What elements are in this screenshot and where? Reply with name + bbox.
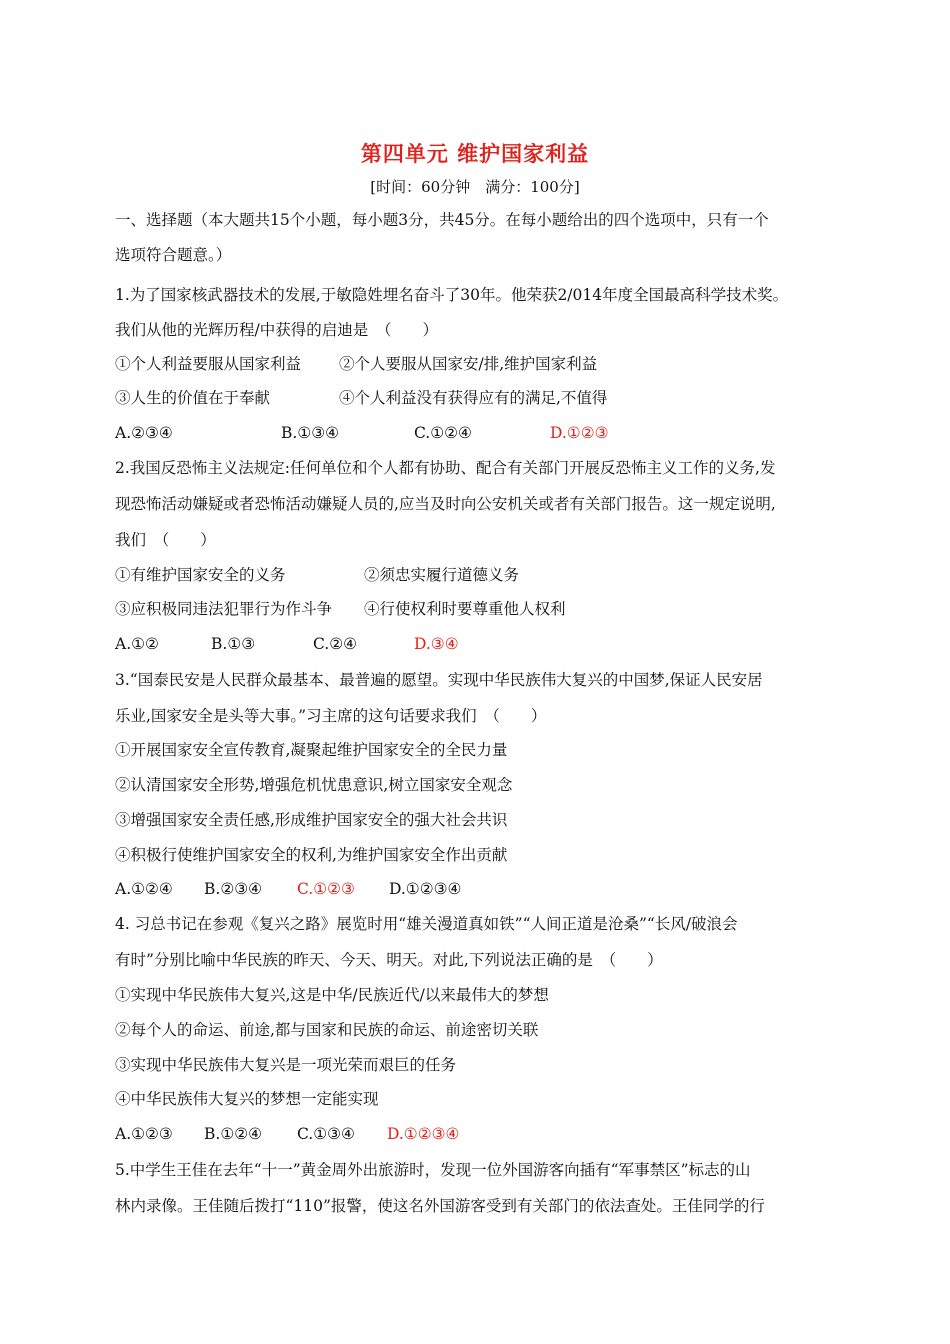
section-heading-cont: 选项符合题意。）: [115, 246, 232, 264]
q1-item-2: ②个人要服从国家安/排,维护国家利益: [339, 355, 598, 373]
q4-stem-cont: 有时”分别比喻中华民族的昨天、今天、明天。对此,下列说法正确的是 （ ）: [115, 951, 663, 969]
q3-option-a: A.①②④: [115, 880, 173, 898]
q1-items-row1: [115, 354, 597, 374]
q4-item-2: ②每个人的命运、前途,都与国家和民族的命运、前途密切关联: [115, 1021, 539, 1039]
q3-options: [115, 879, 461, 899]
q3-item-4: ④积极行使维护国家安全的权利,为维护国家安全作出贡献: [115, 846, 508, 864]
q3-stem-cont: 乐业,国家安全是头等大事。”习主席的这句话要求我们 （ ）: [115, 707, 547, 725]
q1-item-3: ③人生的价值在于奉献: [115, 389, 271, 407]
q1-option-d-answer: D.①②③: [550, 424, 609, 442]
q2-options: [115, 634, 459, 654]
section-heading: 一、选择题（本大题共15个小题，每小题3分，共45分。在每小题给出的四个选项中，只有一个: [115, 211, 769, 229]
q3-item-3: ③增强国家安全责任感,形成维护国家安全的强大社会共识: [115, 811, 508, 829]
q2-item-3: ③应积极同违法犯罪行为作斗争: [115, 600, 333, 618]
q2-items-row1: [115, 565, 519, 585]
q5-stem-cont: 林内录像。王佳随后拨打“110”报警，使这名外国游客受到有关部门的依法查处。王佳同学的行: [115, 1197, 765, 1215]
q3-option-d: D.①②③④: [389, 880, 462, 898]
q3-item-1: ①开展国家安全宣传教育,凝聚起维护国家安全的全民力量: [115, 741, 508, 759]
q2-items-row2: [115, 599, 566, 619]
q3-item-2: ②认清国家安全形势,增强危机忧患意识,树立国家安全观念: [115, 776, 513, 794]
q4-item-3: ③实现中华民族伟大复兴是一项光荣而艰巨的任务: [115, 1056, 457, 1074]
q4-option-c: C.①③④: [297, 1125, 355, 1143]
q4-option-a: A.①②③: [115, 1125, 173, 1143]
q2-option-c: C.②④: [313, 635, 358, 653]
q1-options: [115, 423, 609, 443]
q2-option-a: A.①②: [115, 635, 159, 653]
q1-item-1: ①个人利益要服从国家利益: [115, 355, 302, 373]
q1-stem: 1.为了国家核武器技术的发展,于敏隐姓埋名奋斗了30年。他荣获2/014年度全国最高科学技术奖。: [115, 286, 789, 304]
q2-item-2: ②须忠实履行道德义务: [364, 566, 520, 584]
q4-item-4: ④中华民族伟大复兴的梦想一定能实现: [115, 1090, 379, 1108]
q2-stem-cont: 现恐怖活动嫌疑或者恐怖活动嫌疑人员的,应当及时向公安机关或者有关部门报告。这一规定说明,: [115, 495, 776, 513]
q1-items-row2: [115, 388, 607, 408]
q1-option-c: C.①②④: [414, 424, 472, 442]
q2-option-b: B.①③: [211, 635, 256, 653]
q1-item-4: ④个人利益没有获得应有的满足,不值得: [339, 389, 608, 407]
q5-stem: 5.中学生王佳在去年“十一”黄金周外出旅游时，发现一位外国游客向插有“军事禁区”标志的山: [115, 1161, 751, 1179]
exam-meta: [时间：60分钟 满分：100分]: [370, 178, 580, 196]
q1-option-a: A.②③④: [115, 424, 173, 442]
q2-item-1: ①有维护国家安全的义务: [115, 566, 286, 584]
q3-option-c-answer: C.①②③: [297, 880, 355, 898]
q1-stem-cont: 我们从他的光辉历程/中获得的启迪是 （ ）: [115, 321, 438, 339]
q4-stem: 4. 习总书记在参观《复兴之路》展览时用“雄关漫道真如铁”“人间正道是沧桑”“长风/破浪会: [115, 915, 738, 933]
q4-option-d-answer: D.①②③④: [387, 1125, 460, 1143]
q2-stem-cont2: 我们 （ ）: [115, 531, 216, 549]
q4-option-b: B.①②④: [204, 1125, 263, 1143]
page-title: 第四单元 维护国家利益: [360, 142, 590, 166]
q2-option-d-answer: D.③④: [414, 635, 459, 653]
q3-stem: 3.“国泰民安是人民群众最基本、最普遍的愿望。实现中华民族伟大复兴的中国梦,保证人民安居: [115, 671, 763, 689]
q3-option-b: B.②③④: [204, 880, 263, 898]
q4-item-1: ①实现中华民族伟大复兴,这是中华/民族近代/以来最伟大的梦想: [115, 986, 549, 1004]
q2-stem: 2.我国反恐怖主义法规定:任何单位和个人都有协助、配合有关部门开展反恐怖主义工作的义务,发: [115, 459, 776, 477]
q2-item-4: ④行使权利时要尊重他人权利: [364, 600, 566, 618]
q4-options: [115, 1124, 459, 1144]
q1-option-b: B.①③④: [281, 424, 340, 442]
